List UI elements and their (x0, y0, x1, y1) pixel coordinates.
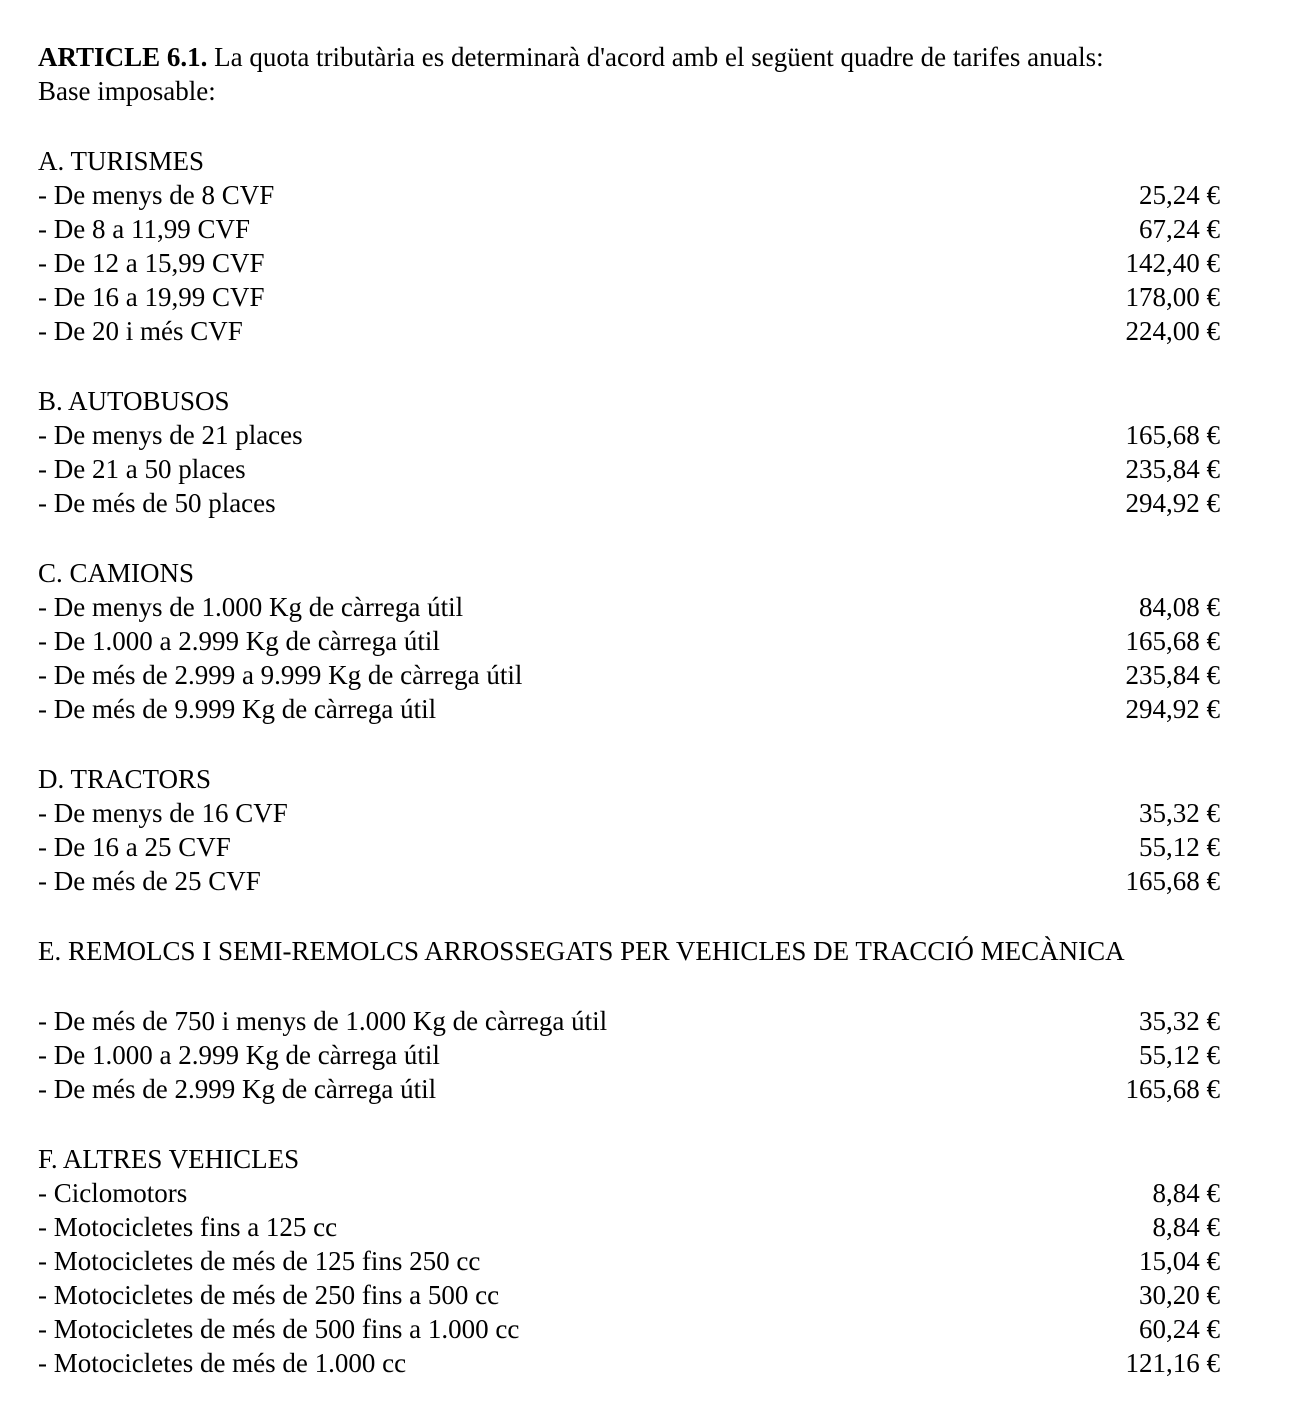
section-title: B. AUTOBUSOS (38, 386, 230, 416)
tariff-label: - De més de 50 places (38, 488, 276, 518)
tariff-label: - Motocicletes de més de 500 fins a 1.000 cc (38, 1314, 520, 1344)
tariff-price: 294,92 € (1125, 488, 1220, 518)
tariff-row (38, 1176, 1220, 1210)
tariff-row (38, 212, 1220, 246)
tariff-label: - De menys de 21 places (38, 420, 303, 450)
tariff-label: - De menys de 8 CVF (38, 180, 275, 210)
tariff-row (38, 1072, 1220, 1106)
tariff-price: 165,68 € (1125, 1074, 1220, 1104)
tariff-row (38, 1244, 1220, 1278)
tariff-label: - De 16 a 19,99 CVF (38, 282, 265, 312)
tariff-price: 67,24 € (1139, 214, 1220, 244)
tariff-row (38, 246, 1220, 280)
tariff-price: 224,00 € (1125, 316, 1220, 346)
section-autobusos (38, 384, 1220, 520)
tariff-price: 35,32 € (1139, 1006, 1220, 1036)
tariff-row (38, 1278, 1220, 1312)
section-title: D. TRACTORS (38, 764, 212, 794)
section-tractors (38, 762, 1220, 898)
tariff-price: 25,24 € (1139, 180, 1220, 210)
tariff-label: - De 1.000 a 2.999 Kg de càrrega útil (38, 1040, 440, 1070)
section-altres-vehicles (38, 1142, 1220, 1380)
article-text: La quota tributària es determinarà d'acord amb el següent quadre de tarifes anuals: (207, 42, 1104, 72)
tariff-price: 60,24 € (1139, 1314, 1220, 1344)
tariff-price: 165,68 € (1125, 420, 1220, 450)
tariff-row (38, 418, 1220, 452)
tariff-row (38, 280, 1220, 314)
tariff-row (38, 452, 1220, 486)
base-label: Base imposable: (38, 76, 216, 106)
tariff-label: - Motocicletes de més de 125 fins 250 cc (38, 1246, 481, 1276)
tariff-label: - De més de 9.999 Kg de càrrega útil (38, 694, 437, 724)
article-label: ARTICLE 6.1. (38, 42, 208, 72)
tariff-row (38, 486, 1220, 520)
tariff-label: - Motocicletes fins a 125 cc (38, 1212, 338, 1242)
tariff-price: 142,40 € (1125, 248, 1220, 278)
tariff-price: 165,68 € (1125, 866, 1220, 896)
section-remolcs (38, 934, 1220, 1106)
tariff-price: 55,12 € (1139, 1040, 1220, 1070)
tariff-row (38, 624, 1220, 658)
section-spacer (38, 968, 1220, 1004)
tariff-label: - Ciclomotors (38, 1178, 188, 1208)
tariff-row (38, 658, 1220, 692)
section-turismes (38, 144, 1220, 348)
tariff-price: 178,00 € (1125, 282, 1220, 312)
article-heading (38, 40, 1220, 74)
tariff-row (38, 1346, 1220, 1380)
tariff-price: 30,20 € (1139, 1280, 1220, 1310)
tariff-price: 8,84 € (1152, 1212, 1220, 1242)
section-title: A. TURISMES (38, 146, 205, 176)
tariff-price: 55,12 € (1139, 832, 1220, 862)
section-title: C. CAMIONS (38, 558, 195, 588)
tariff-price: 235,84 € (1125, 660, 1220, 690)
tariff-price: 35,32 € (1139, 798, 1220, 828)
tariff-label: - De 12 a 15,99 CVF (38, 248, 265, 278)
section-camions (38, 556, 1220, 726)
tariff-price: 15,04 € (1139, 1246, 1220, 1276)
section-title: F. ALTRES VEHICLES (38, 1144, 300, 1174)
tariff-price: 294,92 € (1125, 694, 1220, 724)
tariff-row (38, 178, 1220, 212)
tariff-label: - De 16 a 25 CVF (38, 832, 231, 862)
tariff-label: - De menys de 1.000 Kg de càrrega útil (38, 592, 464, 622)
tariff-row (38, 1312, 1220, 1346)
tariff-label: - De més de 750 i menys de 1.000 Kg de càrrega útil (38, 1006, 608, 1036)
tariff-price: 121,16 € (1125, 1348, 1220, 1378)
tariff-label: - De més de 2.999 a 9.999 Kg de càrrega útil (38, 660, 523, 690)
tariff-label: - De 8 a 11,99 CVF (38, 214, 250, 244)
tariff-label: - De 20 i més CVF (38, 316, 243, 346)
tariff-price: 235,84 € (1125, 454, 1220, 484)
tariff-label: - Motocicletes de més de 1.000 cc (38, 1348, 407, 1378)
tariff-row (38, 590, 1220, 624)
tariff-label: - De 21 a 50 places (38, 454, 246, 484)
tariff-row (38, 1004, 1220, 1038)
tariff-row (38, 1038, 1220, 1072)
tariff-price: 8,84 € (1152, 1178, 1220, 1208)
tariff-row (38, 830, 1220, 864)
tariff-row (38, 796, 1220, 830)
tariff-price: 84,08 € (1139, 592, 1220, 622)
tariff-row (38, 692, 1220, 726)
tariff-label: - De 1.000 a 2.999 Kg de càrrega útil (38, 626, 440, 656)
tariff-row (38, 314, 1220, 348)
tariff-row (38, 1210, 1220, 1244)
section-title: E. REMOLCS I SEMI-REMOLCS ARROSSEGATS PER VEHICLES DE TRACCIÓ MECÀNICA (38, 936, 1125, 966)
tariff-price: 165,68 € (1125, 626, 1220, 656)
tariff-label: - De menys de 16 CVF (38, 798, 288, 828)
tariff-label: - De més de 25 CVF (38, 866, 261, 896)
tariff-label: - De més de 2.999 Kg de càrrega útil (38, 1074, 437, 1104)
tariff-row (38, 864, 1220, 898)
tariff-label: - Motocicletes de més de 250 fins a 500 cc (38, 1280, 500, 1310)
